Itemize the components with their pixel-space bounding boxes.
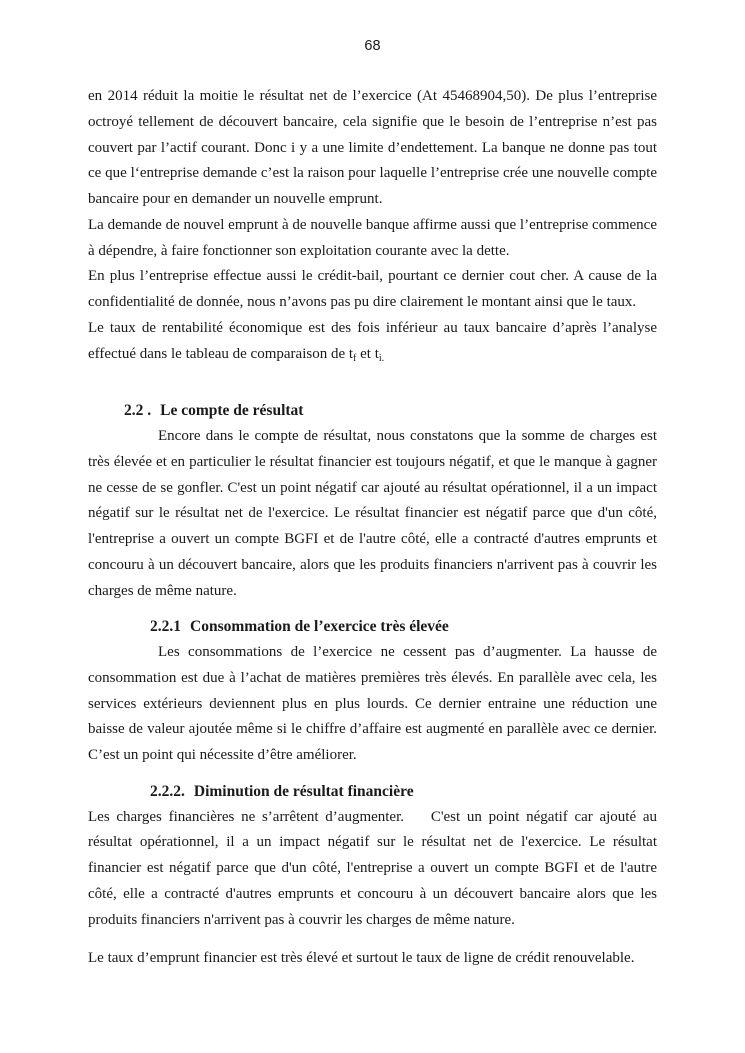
section-title: Diminution de résultat financière	[193, 782, 414, 800]
paragraph: Le taux de rentabilité économique est des fois inférieur au taux bancaire d’après l’analyse effectué dans le tableau de comparaison de $t_f$ et $t_{i.}$	[88, 319, 657, 364]
paragraph: Les charges financières ne s’arrêtent d’augmenter. C'est un point négatif car ajouté au résultat opérationnel, il a un impact négatif sur le résultat net de l'exercice. Le résultat financier est négatif parce que d'un côté, l'entreprise a ouvert un compte BGFI et de l'autre côté, elle a contracté d'autres emprunts et concouru à un découvert bancaire alors que les produits financiers n'arrivent pas à couvrir les charges de même nature.	[88, 808, 657, 928]
section-title: Le compte de résultat	[160, 402, 304, 420]
page-number: 68	[364, 38, 381, 54]
section-title: Consommation de l’exercice très élevée	[190, 618, 449, 636]
document-body	[88, 84, 657, 972]
section-heading	[88, 779, 657, 805]
paragraph: en 2014 réduit la moitie le résultat net de l’exercice (At 45468904,50). De plus l’entreprise octroyé tellement de découvert bancaire, cela signifie que le besoin de l’entreprise n’est pas couvert par l’actif courant. Donc i y a une limite d’endettement. La banque ne donne pas tout ce que l‘entreprise demande c’est la raison pour laquelle l’entreprise crée une nouvelle compte bancaire pour en demander un nouvelle emprunt.	[88, 88, 657, 207]
paragraph: Les consommations de l’exercice ne cessent pas d’augmenter. La hausse de consommation est due à l’achat de matières premières très élevés. En parallèle avec cela, les services extérieurs deviennent plus en plus lourds. Ce dernier entraine une réduction une baisse de valeur ajoutée même si le chiffre d’affaire est augmenté en parallèle avec ce dernier. C’est un point qui nécessite d’être améliorer.	[88, 644, 657, 763]
section-heading	[88, 614, 657, 640]
paragraph: La demande de nouvel emprunt à de nouvelle banque affirme aussi que l’entreprise commence à dépendre, à faire fonctionner son exploitation courante avec la dette.	[88, 216, 657, 259]
paragraph: Encore dans le compte de résultat, nous constatons que la somme de charges est très élevée et en particulier le résultat financier est toujours négatif, et que le manque à gagner ne cesse de se gonfler. C'est un point négatif car ajouté au résultat opérationnel, il a un impact négatif sur le résultat net de l'exercice. Le résultat financier est négatif parce que d'un côté, l'entreprise a ouvert un compte BGFI et de l'autre côté, elle a contracté d'autres emprunts et concouru à un découvert bancaire, alors que les produits financiers n'arrivent pas à couvrir les charges de même nature.	[88, 428, 657, 599]
paragraph: Le taux d’emprunt financier est très élevé et surtout le taux de ligne de crédit renouvelable.	[88, 950, 635, 967]
section-number: 2.2.2.	[150, 782, 185, 800]
paragraph: En plus l’entreprise effectue aussi le crédit-bail, pourtant ce dernier cout cher. A cause de la confidentialité de donnée, nous n’avons pas pu dire clairement le montant ainsi que le taux.	[88, 268, 657, 310]
section-heading	[88, 398, 657, 424]
section-number: 2.2.1	[150, 618, 181, 636]
section-number: 2.2 .	[124, 402, 152, 420]
